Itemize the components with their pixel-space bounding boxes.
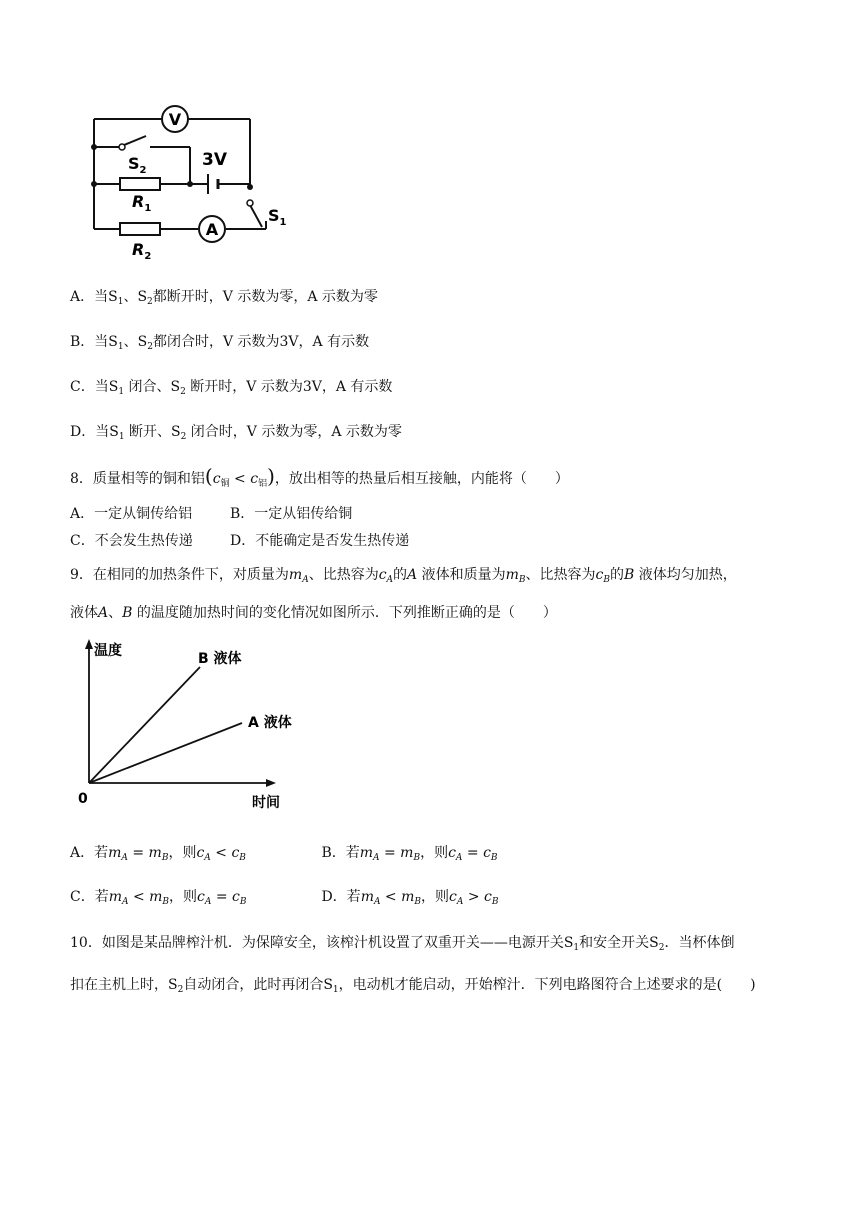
temperature-time-graph [70, 635, 310, 815]
y-axis-label: 温度 [94, 643, 122, 659]
switch-s1-pivot [247, 200, 253, 206]
switch-s2-blade [124, 136, 146, 145]
x-axis-arrow [266, 779, 276, 787]
resistor-r2 [120, 223, 160, 235]
q8-option-d: D．不能确定是否发生热传递 [230, 533, 410, 549]
q9-stem-line-1: 9．在相同的加热条件下，对质量为$m_A$、比热容为$c_A$的A 液体和质量为$m_B$、比热容为$c_B$的B 液体均匀加热， [70, 567, 737, 585]
q9-option-c: C．若$m_A < m_B$，则$c_A = c_B$ [70, 889, 247, 907]
junction-dot [187, 181, 193, 187]
q8-option-b: B．一定从铝传给铜 [230, 506, 353, 522]
q9-stem-line-2: 液体A、B 的温度随加热时间的变化情况如图所示．下列推断正确的是（ ） [70, 605, 557, 621]
voltmeter-label: V [168, 110, 182, 129]
q9-option-a: A．若$m_A = m_B$，则$c_A < c_B$ [70, 845, 246, 863]
y-axis-arrow [85, 639, 93, 649]
junction-dot [91, 144, 97, 150]
q7-option-c: C．当$S_1$ 闭合、$S_2$ 断开时，V 示数为3V，A 有示数 [70, 379, 393, 397]
q7-option-b: B．当$S_1$、$S_2$都闭合时，V 示数为3V，A 有示数 [70, 334, 370, 352]
q10-stem-line-2: 扣在主机上时，$S_2$自动闭合，此时再闭合$S_1$，电动机才能启动，开始榨汁．下列电路图符合上述要求的是( ) [70, 977, 756, 995]
q9-options-row-1 [70, 843, 498, 868]
q8-option-a: A．一定从铜传给铝 [70, 506, 193, 522]
a-liquid-label: A 液体 [248, 715, 292, 731]
q8-options-row-2 [70, 531, 409, 551]
ammeter-label: A [205, 220, 219, 239]
junction-dot [91, 181, 97, 187]
line-a-liquid [89, 723, 242, 783]
resistor-r1 [120, 178, 160, 190]
b-liquid-label: B 液体 [198, 651, 242, 667]
q9-option-b: B．若$m_A = m_B$，则$c_A = c_B$ [321, 845, 498, 863]
q9-option-d: D．若$m_A < m_B$，则$c_A > c_B$ [321, 889, 499, 907]
battery-label: 3V [202, 150, 227, 170]
junction-dot [247, 184, 253, 190]
r2-label: $R_2$ [132, 240, 152, 262]
line-b-liquid [89, 667, 200, 783]
x-axis-label: 时间 [252, 795, 280, 811]
q7-option-a: A．当$S_1$、$S_2$都断开时，V 示数为零，A 示数为零 [70, 289, 378, 307]
q7-option-d: D．当$S_1$ 断开、$S_2$ 闭合时，V 示数为零，A 示数为零 [70, 424, 402, 442]
q8-option-c: C．不会发生热传递 [70, 533, 193, 549]
q9-options-row-2 [70, 887, 498, 912]
switch-s2-pivot [119, 144, 125, 150]
r1-label: $R_1$ [132, 192, 152, 214]
s1-label: $S_1$ [268, 206, 287, 228]
q8-stem: 8．质量相等的铜和铝$(c_铜 < c_铝)$，放出相等的热量后相互接触，内能将（ ） [70, 464, 569, 489]
s2-label: $S_2$ [128, 154, 147, 176]
circuit-diagram [80, 95, 290, 265]
origin-label: 0 [78, 791, 88, 807]
q10-stem-line-1: 10．如图是某品牌榨汁机．为保障安全，该榨汁机设置了双重开关——电源开关$S_1$和安全开关$S_2$．当杯体倒 [70, 935, 735, 953]
switch-s1-blade [250, 205, 262, 227]
q8-options-row-1 [70, 504, 352, 524]
